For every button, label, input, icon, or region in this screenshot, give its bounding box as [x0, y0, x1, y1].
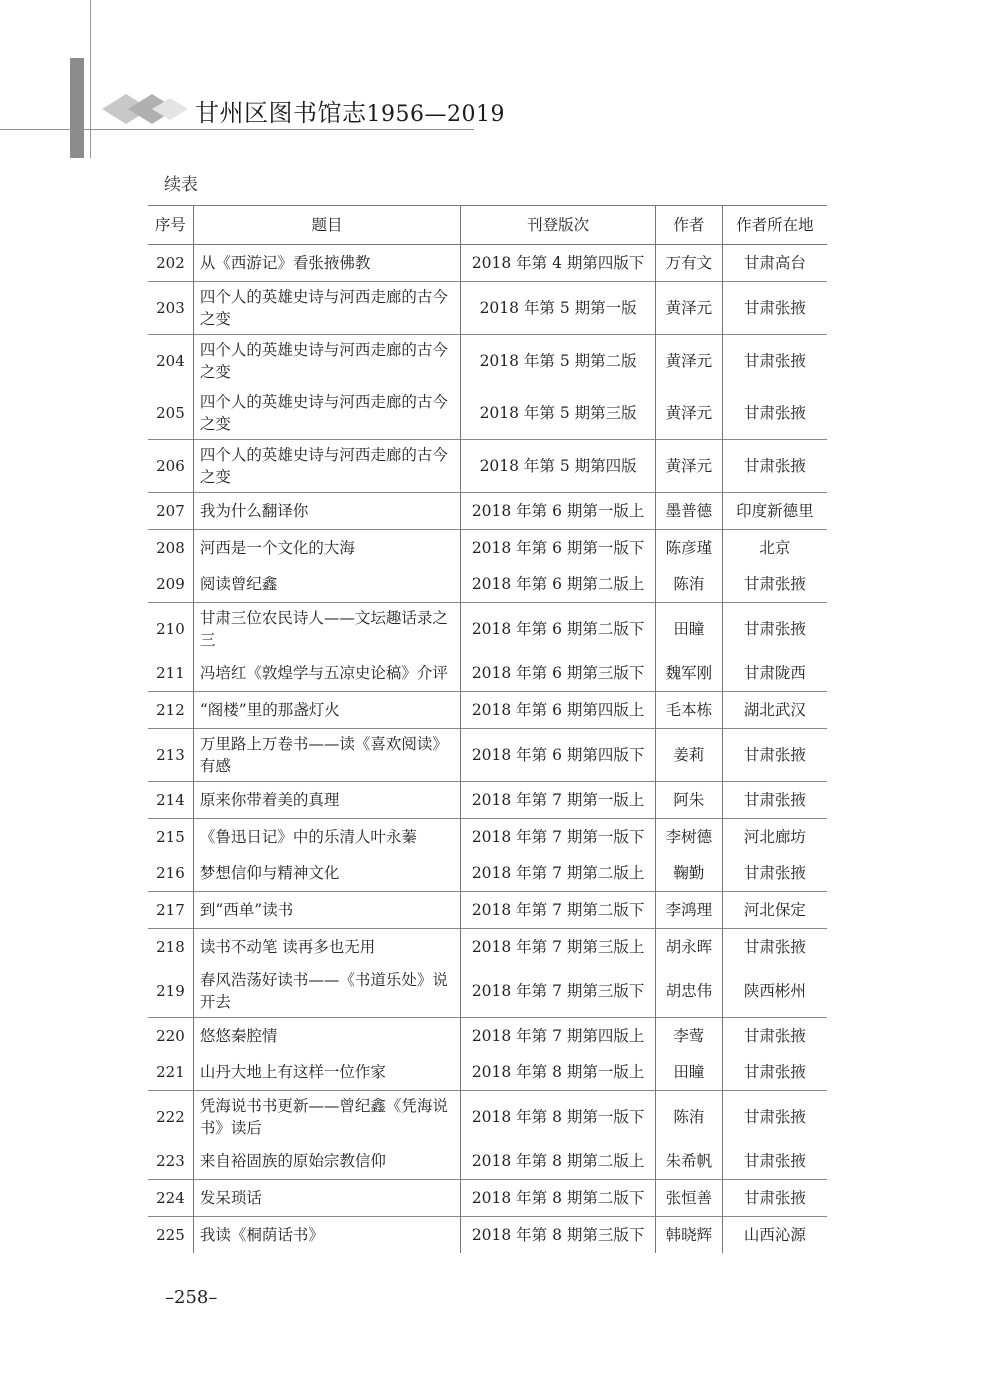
- row-title: 万里路上万卷书——读《喜欢阅读》有感: [193, 729, 460, 782]
- row-issue: 2018 年第 6 期第四版下: [461, 729, 656, 782]
- row-issue: 2018 年第 5 期第四版: [461, 440, 656, 493]
- row-title: 河西是一个文化的大海: [193, 530, 460, 567]
- row-title: 凭海说书书更新——曾纪鑫《凭海说书》读后: [193, 1091, 460, 1144]
- row-location: 甘肃张掖: [722, 855, 827, 892]
- row-issue: 2018 年第 5 期第一版: [461, 282, 656, 335]
- row-title: 读书不动笔 读再多也无用: [193, 929, 460, 966]
- book-years: 1956—2019: [366, 102, 505, 127]
- row-title: 四个人的英雄史诗与河西走廊的古今之变: [193, 387, 460, 440]
- row-title: 甘肃三位农民诗人——文坛趣话录之三: [193, 603, 460, 656]
- row-number: 214: [148, 782, 193, 819]
- row-number: 206: [148, 440, 193, 493]
- row-location: 甘肃张掖: [722, 440, 827, 493]
- row-issue: 2018 年第 5 期第三版: [461, 387, 656, 440]
- table-row: [148, 603, 827, 656]
- row-title: 山丹大地上有这样一位作家: [193, 1054, 460, 1091]
- row-title: “阁楼”里的那盏灯火: [193, 692, 460, 729]
- row-author: 陈彦瑾: [656, 530, 723, 567]
- row-number: 203: [148, 282, 193, 335]
- row-author: 李鸿理: [656, 892, 723, 929]
- row-title: 四个人的英雄史诗与河西走廊的古今之变: [193, 440, 460, 493]
- row-title: 我读《桐荫话书》: [193, 1217, 460, 1254]
- row-author: 张恒善: [656, 1180, 723, 1217]
- row-title: 从《西游记》看张掖佛教: [193, 245, 460, 282]
- article-table: [148, 205, 827, 1253]
- table-row: [148, 855, 827, 892]
- row-title: 冯培红《敦煌学与五凉史论稿》介评: [193, 655, 460, 692]
- row-number: 225: [148, 1217, 193, 1254]
- table-row: [148, 566, 827, 603]
- row-location: 甘肃高台: [722, 245, 827, 282]
- row-author: 陈洧: [656, 1091, 723, 1144]
- row-title: 四个人的英雄史诗与河西走廊的古今之变: [193, 282, 460, 335]
- row-issue: 2018 年第 7 期第二版下: [461, 892, 656, 929]
- row-issue: 2018 年第 6 期第二版下: [461, 603, 656, 656]
- row-number: 205: [156, 404, 185, 422]
- row-number: 207: [148, 493, 193, 530]
- row-title: 到“西单”读书: [193, 892, 460, 929]
- table-row: [148, 1091, 827, 1144]
- row-title: 梦想信仰与精神文化: [193, 855, 460, 892]
- row-location: 湖北武汉: [722, 692, 827, 729]
- header-rule: [0, 129, 474, 130]
- row-location: 甘肃陇西: [722, 655, 827, 692]
- row-author: 阿朱: [656, 782, 723, 819]
- row-title: 阅读曾纪鑫: [193, 566, 460, 603]
- row-issue: 2018 年第 8 期第二版下: [461, 1180, 656, 1217]
- row-issue: 2018 年第 8 期第三版下: [461, 1217, 656, 1254]
- row-location: 山西沁源: [722, 1217, 827, 1254]
- table-row: [148, 892, 827, 929]
- table-row: [148, 965, 827, 1018]
- row-location: 甘肃张掖: [722, 729, 827, 782]
- row-number: 213: [148, 729, 193, 782]
- row-location: 陕西彬州: [722, 965, 827, 1018]
- row-issue: 2018 年第 7 期第三版上: [461, 929, 656, 966]
- row-location: 甘肃张掖: [722, 1054, 827, 1091]
- row-issue: 2018 年第 6 期第二版上: [461, 566, 656, 603]
- row-title: 悠悠秦腔情: [193, 1018, 460, 1055]
- table-row: [148, 440, 827, 493]
- row-title: 我为什么翻译你: [193, 493, 460, 530]
- row-issue: 2018 年第 7 期第三版下: [461, 965, 656, 1018]
- table-row: [148, 282, 827, 335]
- column-header-title: 题目: [193, 206, 460, 245]
- row-number: 212: [148, 692, 193, 729]
- header-side-bar: [70, 58, 84, 158]
- row-issue: 2018 年第 8 期第二版上: [461, 1143, 656, 1180]
- row-location: 甘肃张掖: [722, 1018, 827, 1055]
- running-header-title: [195, 93, 505, 128]
- row-author: 黄泽元: [656, 387, 723, 440]
- row-author: 陈洧: [656, 566, 723, 603]
- row-title: 春风浩荡好读书——《书道乐处》说开去: [193, 965, 460, 1018]
- book-title: 甘州区图书馆志: [195, 99, 367, 127]
- table-row: [148, 929, 827, 966]
- row-number: 216: [156, 864, 185, 882]
- row-location: 北京: [722, 530, 827, 567]
- row-number: 204: [148, 335, 193, 388]
- row-title: 来自裕固族的原始宗教信仰: [193, 1143, 460, 1180]
- table-row: [148, 782, 827, 819]
- row-author: 李莺: [656, 1018, 723, 1055]
- table-row: [148, 729, 827, 782]
- row-title: 原来你带着美的真理: [193, 782, 460, 819]
- table-row: [148, 530, 827, 567]
- table-row: [148, 1018, 827, 1055]
- page-number: –258–: [165, 1287, 218, 1308]
- table-row: [148, 387, 827, 440]
- table-continued-caption: 续表: [164, 175, 198, 195]
- row-title: 《鲁迅日记》中的乐清人叶永蓁: [193, 819, 460, 856]
- table-row: [148, 335, 827, 388]
- table-row: [148, 819, 827, 856]
- row-number: 222: [148, 1091, 193, 1144]
- row-location: 甘肃张掖: [722, 566, 827, 603]
- row-author: 韩晓辉: [656, 1217, 723, 1254]
- row-location: 甘肃张掖: [722, 282, 827, 335]
- row-title: 发呆琐话: [193, 1180, 460, 1217]
- row-author: 黄泽元: [656, 335, 723, 388]
- row-location: 甘肃张掖: [722, 603, 827, 656]
- table-body: [148, 245, 827, 1254]
- table-row: [148, 1180, 827, 1217]
- row-author: 田瞳: [656, 1054, 723, 1091]
- row-author: 万有文: [656, 245, 723, 282]
- row-number: 224: [148, 1180, 193, 1217]
- row-location: 甘肃张掖: [722, 782, 827, 819]
- row-number: 220: [148, 1018, 193, 1055]
- row-author: 鞠勤: [656, 855, 723, 892]
- row-author: 墨普德: [656, 493, 723, 530]
- table-header-row: [148, 206, 827, 245]
- row-title: 四个人的英雄史诗与河西走廊的古今之变: [193, 335, 460, 388]
- column-header-author: 作者: [656, 206, 723, 245]
- row-number: 211: [156, 664, 185, 682]
- row-number: 223: [156, 1152, 185, 1170]
- row-issue: 2018 年第 4 期第四版下: [461, 245, 656, 282]
- row-issue: 2018 年第 5 期第二版: [461, 335, 656, 388]
- row-location: 甘肃张掖: [722, 1143, 827, 1180]
- row-issue: 2018 年第 8 期第一版下: [461, 1091, 656, 1144]
- row-author: 黄泽元: [656, 440, 723, 493]
- row-number: 210: [148, 603, 193, 656]
- row-issue: 2018 年第 7 期第二版上: [461, 855, 656, 892]
- row-number: 217: [148, 892, 193, 929]
- row-location: 甘肃张掖: [722, 1180, 827, 1217]
- row-location: 甘肃张掖: [722, 929, 827, 966]
- column-header-issue: 刊登版次: [461, 206, 656, 245]
- row-author: 毛本栋: [656, 692, 723, 729]
- row-issue: 2018 年第 6 期第一版下: [461, 530, 656, 567]
- row-author: 田瞳: [656, 603, 723, 656]
- row-number: 219: [156, 982, 185, 1000]
- row-number: 218: [148, 929, 193, 966]
- table-row: [148, 245, 827, 282]
- table-row: [148, 1143, 827, 1180]
- row-number: 215: [148, 819, 193, 856]
- row-issue: 2018 年第 7 期第一版下: [461, 819, 656, 856]
- row-number: 221: [156, 1063, 185, 1081]
- column-header-location: 作者所在地: [722, 206, 827, 245]
- table-row: [148, 692, 827, 729]
- row-issue: 2018 年第 6 期第四版上: [461, 692, 656, 729]
- row-location: 河北保定: [722, 892, 827, 929]
- row-issue: 2018 年第 7 期第四版上: [461, 1018, 656, 1055]
- margin-vertical-rule: [90, 0, 91, 158]
- row-location: 印度新德里: [722, 493, 827, 530]
- row-author: 朱希帆: [656, 1143, 723, 1180]
- row-issue: 2018 年第 8 期第一版上: [461, 1054, 656, 1091]
- row-number: 209: [156, 575, 185, 593]
- row-author: 李树德: [656, 819, 723, 856]
- table-row: [148, 1217, 827, 1254]
- table-row: [148, 493, 827, 530]
- table-row: [148, 1054, 827, 1091]
- column-header-number: 序号: [148, 206, 193, 245]
- row-author: 黄泽元: [656, 282, 723, 335]
- row-location: 河北廊坊: [722, 819, 827, 856]
- row-issue: 2018 年第 6 期第三版下: [461, 655, 656, 692]
- row-issue: 2018 年第 6 期第一版上: [461, 493, 656, 530]
- row-number: 202: [156, 254, 185, 272]
- row-number: 208: [148, 530, 193, 567]
- row-author: 魏军刚: [656, 655, 723, 692]
- row-location: 甘肃张掖: [722, 387, 827, 440]
- row-author: 胡忠伟: [656, 965, 723, 1018]
- row-location: 甘肃张掖: [722, 1091, 827, 1144]
- row-author: 姜莉: [656, 729, 723, 782]
- header-diamond-ornament: [102, 92, 202, 126]
- row-issue: 2018 年第 7 期第一版上: [461, 782, 656, 819]
- row-location: 甘肃张掖: [722, 335, 827, 388]
- row-author: 胡永晖: [656, 929, 723, 966]
- table-row: [148, 655, 827, 692]
